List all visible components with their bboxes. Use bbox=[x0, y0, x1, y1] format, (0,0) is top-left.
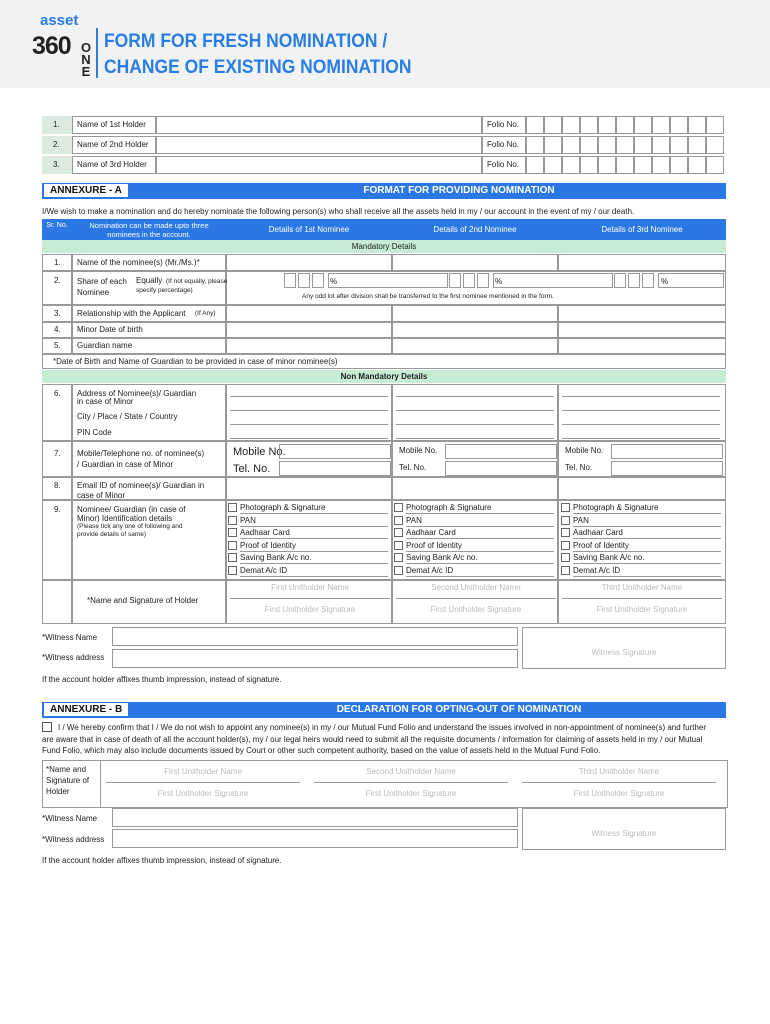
address-line bbox=[562, 424, 720, 425]
pin-label: PIN Code bbox=[77, 428, 112, 437]
mandatory-details: Mandatory Details bbox=[42, 240, 726, 253]
address-line bbox=[396, 438, 554, 439]
holder-name-field[interactable] bbox=[156, 136, 482, 154]
id-note: (Please tick any one of following and bbox=[77, 523, 183, 530]
brand-logo: asset 360 O N E bbox=[32, 12, 92, 79]
address-line bbox=[230, 438, 388, 439]
folio-digit-box[interactable] bbox=[526, 116, 544, 134]
id-option[interactable]: Aadhaar Card bbox=[394, 528, 456, 537]
id-option[interactable]: Proof of Identity bbox=[228, 541, 296, 550]
email-label: Email ID of nominee(s)/ Guardian in bbox=[77, 481, 205, 490]
folio-digit-box[interactable] bbox=[598, 136, 616, 154]
checkbox-icon[interactable] bbox=[561, 503, 570, 512]
checkbox-icon[interactable] bbox=[394, 553, 403, 562]
tel-field[interactable] bbox=[611, 461, 723, 476]
folio-digit-box[interactable] bbox=[652, 156, 670, 174]
folio-digit-box[interactable] bbox=[544, 136, 562, 154]
id-option[interactable]: Saving Bank A/c no. bbox=[228, 553, 312, 562]
folio-digit-box[interactable] bbox=[526, 156, 544, 174]
relationship-note: (If Any) bbox=[195, 310, 216, 317]
share-digit-box[interactable] bbox=[628, 273, 640, 288]
id-option[interactable]: Photograph & Signature bbox=[561, 503, 658, 512]
share-percent-field[interactable] bbox=[493, 273, 613, 288]
address-line bbox=[230, 396, 388, 397]
id-option[interactable]: PAN bbox=[394, 516, 422, 525]
row-num: 9. bbox=[54, 505, 61, 514]
id-option[interactable]: Photograph & Signature bbox=[394, 503, 491, 512]
id-option[interactable]: Proof of Identity bbox=[394, 541, 462, 550]
unitholder-name-placeholder: Second Unitholder Name bbox=[366, 767, 456, 776]
unitholder-name-placeholder: Second Unitholder Name bbox=[431, 583, 521, 592]
id-option[interactable]: Demat A/c ID bbox=[561, 566, 620, 575]
checkbox-icon[interactable] bbox=[561, 516, 570, 525]
checkbox-icon[interactable] bbox=[394, 516, 403, 525]
witness-address-label: *Witness address bbox=[42, 653, 105, 662]
mobile-label: / Guardian in case of Minor bbox=[77, 460, 174, 469]
logo-one: O N E bbox=[80, 40, 92, 79]
row-num: 6. bbox=[54, 389, 61, 398]
col-sr: Sr. No. bbox=[42, 219, 72, 240]
tel-no-label: Tel. No. bbox=[565, 463, 593, 472]
row-num: 7. bbox=[54, 449, 61, 458]
share-digit-box[interactable] bbox=[449, 273, 461, 288]
minor-dob-label: Minor Date of birth bbox=[77, 325, 143, 334]
witness-name-field[interactable] bbox=[112, 627, 518, 646]
folio-digit-box[interactable] bbox=[634, 156, 652, 174]
percent-sign: % bbox=[495, 277, 503, 286]
folio-digit-box[interactable] bbox=[616, 116, 634, 134]
nomination-intro: I/We wish to make a nomination and do hereby nominate the following person(s) who shall receive all the assets held in my / our account in the event of my / our death. bbox=[42, 207, 635, 216]
checkbox-icon[interactable] bbox=[394, 503, 403, 512]
checkbox-icon[interactable] bbox=[394, 528, 403, 537]
address-line bbox=[230, 424, 388, 425]
share-digit-box[interactable] bbox=[463, 273, 475, 288]
relationship-label: Relationship with the Applicant bbox=[77, 309, 186, 318]
col-nominee-3: Details of 3rd Nominee bbox=[558, 219, 726, 240]
checkbox-icon[interactable] bbox=[228, 541, 237, 550]
share-digit-box[interactable] bbox=[642, 273, 654, 288]
folio-digit-box[interactable] bbox=[688, 136, 706, 154]
nominee-2-field[interactable] bbox=[392, 305, 558, 322]
tel-no-label: Tel. No. bbox=[399, 463, 427, 472]
folio-digit-box[interactable] bbox=[706, 156, 724, 174]
unitholder-signature-placeholder: First Unitholder Signature bbox=[430, 605, 522, 614]
mobile-field[interactable] bbox=[279, 444, 391, 459]
row-num: 2. bbox=[54, 276, 61, 285]
holder-num: 3. bbox=[53, 160, 60, 169]
annexure-a-header: ANNEXURE - A FORMAT FOR PROVIDING NOMINATION bbox=[42, 183, 726, 199]
checkbox-icon[interactable] bbox=[561, 541, 570, 550]
checkbox-icon[interactable] bbox=[394, 566, 403, 575]
share-digit-box[interactable] bbox=[312, 273, 324, 288]
holder-label: Name of 1st Holder bbox=[77, 120, 146, 129]
id-option[interactable]: PAN bbox=[561, 516, 589, 525]
nominee-name-label: Name of the nominee(s) (Mr./Ms.)* bbox=[77, 258, 200, 267]
folio-digit-box[interactable] bbox=[544, 116, 562, 134]
id-label: Nominee/ Guardian (in case of bbox=[77, 505, 186, 514]
address-line bbox=[562, 410, 720, 411]
witness-name-label: *Witness Name bbox=[42, 633, 98, 642]
mobile-no-label: Mobile No. bbox=[399, 446, 438, 455]
nominee-1-field[interactable] bbox=[226, 477, 392, 500]
holder-signature-label: *Name and Signature of Holder bbox=[87, 596, 199, 605]
guardian-name-label: Guardian name bbox=[77, 341, 133, 350]
id-option[interactable]: PAN bbox=[228, 516, 256, 525]
holder-num: 2. bbox=[53, 140, 60, 149]
odd-lot-note: Any odd lot after division shall be transferred to the first nominee mentioned in the form. bbox=[302, 293, 554, 300]
checkbox-icon[interactable] bbox=[561, 553, 570, 562]
percent-sign: % bbox=[330, 277, 338, 286]
nominee-3-field[interactable] bbox=[558, 305, 726, 322]
share-digit-box[interactable] bbox=[298, 273, 310, 288]
nominee-2-field[interactable] bbox=[392, 254, 558, 271]
unitholder-signature-placeholder: First Unitholder Signature bbox=[573, 789, 665, 798]
address-line bbox=[396, 410, 554, 411]
nominee-2-field[interactable] bbox=[392, 384, 558, 441]
nominee-2-field[interactable] bbox=[392, 338, 558, 354]
percent-sign: % bbox=[661, 277, 669, 286]
address-label: in case of Minor bbox=[77, 397, 134, 406]
address-line bbox=[230, 410, 388, 411]
mobile-field[interactable] bbox=[445, 444, 557, 459]
thumb-note: If the account holder affixes thumb impression, instead of signature. bbox=[42, 675, 282, 684]
folio-digit-box[interactable] bbox=[670, 116, 688, 134]
id-option[interactable]: Saving Bank A/c no. bbox=[394, 553, 478, 562]
annexure-b-header: ANNEXURE - B DECLARATION FOR OPTING-OUT OF NOMINATION bbox=[42, 702, 726, 718]
row-num: 1. bbox=[54, 258, 61, 267]
folio-digit-box[interactable] bbox=[616, 136, 634, 154]
nominee-3-field[interactable] bbox=[558, 384, 726, 441]
folio-digit-box[interactable] bbox=[706, 136, 724, 154]
unitholder-name-placeholder: First Unitholder Name bbox=[271, 583, 349, 592]
row-num: 8. bbox=[54, 481, 61, 490]
id-option[interactable]: Photograph & Signature bbox=[228, 503, 325, 512]
header-divider bbox=[96, 28, 98, 78]
opt-out-thumb-note: If the account holder affixes thumb impression, instead of signature. bbox=[42, 856, 282, 865]
unitholder-signature-placeholder: First Unitholder Signature bbox=[264, 605, 356, 614]
equally-label: Equally bbox=[136, 276, 163, 285]
id-option[interactable]: Saving Bank A/c no. bbox=[561, 553, 645, 562]
col-nominee-2: Details of 2nd Nominee bbox=[392, 219, 558, 240]
folio-digit-box[interactable] bbox=[562, 116, 580, 134]
nominee-1-field[interactable] bbox=[226, 305, 392, 322]
mobile-field[interactable] bbox=[611, 444, 723, 459]
row-num: 5. bbox=[54, 341, 61, 350]
col-nominee-1: Details of 1st Nominee bbox=[226, 219, 392, 240]
tel-no-label: Tel. No. bbox=[233, 463, 271, 475]
folio-label: Folio No. bbox=[487, 140, 520, 149]
equally-note: (If not equally, please specify percentage) bbox=[136, 278, 228, 294]
opt-out-witness-signature-field[interactable]: Witness Signature bbox=[522, 808, 726, 850]
id-option[interactable]: Aadhaar Card bbox=[228, 528, 290, 537]
address-line bbox=[396, 396, 554, 397]
mobile-no-label: Mobile No. bbox=[565, 446, 604, 455]
holder-num: 1. bbox=[53, 120, 60, 129]
opt-out-checkbox[interactable] bbox=[42, 722, 52, 732]
header bbox=[0, 0, 770, 88]
folio-digit-box[interactable] bbox=[616, 156, 634, 174]
checkbox-icon[interactable] bbox=[228, 553, 237, 562]
address-label: Address of Nominee(s)/ Guardian bbox=[77, 389, 197, 398]
tel-field[interactable] bbox=[445, 461, 557, 476]
folio-digit-box[interactable] bbox=[580, 136, 598, 154]
folio-digit-box[interactable] bbox=[598, 156, 616, 174]
opt-out-witness-name-field[interactable] bbox=[112, 808, 518, 827]
nominee-3-field[interactable] bbox=[558, 338, 726, 354]
holder-label: Name of 2nd Holder bbox=[77, 140, 149, 149]
witness-address-field[interactable] bbox=[112, 649, 518, 668]
mobile-label: Mobile/Telephone no. of nominee(s) bbox=[77, 449, 205, 458]
unitholder-signature-placeholder: First Unitholder Signature bbox=[157, 789, 249, 798]
nominee-3-field[interactable] bbox=[558, 477, 726, 500]
holder-name-field[interactable] bbox=[156, 156, 482, 174]
folio-digit-box[interactable] bbox=[544, 156, 562, 174]
page-title: FORM FOR FRESH NOMINATION / CHANGE OF EXISTING NOMINATION bbox=[104, 31, 412, 78]
folio-digit-box[interactable] bbox=[634, 136, 652, 154]
unitholder-name-placeholder: Third Unitholder Name bbox=[578, 767, 660, 776]
email-label: case of Minor bbox=[77, 491, 126, 500]
folio-digit-box[interactable] bbox=[562, 136, 580, 154]
checkbox-icon[interactable] bbox=[228, 566, 237, 575]
folio-digit-box[interactable] bbox=[598, 116, 616, 134]
id-option[interactable]: Demat A/c ID bbox=[228, 566, 287, 575]
checkbox-icon[interactable] bbox=[561, 566, 570, 575]
address-line bbox=[562, 438, 720, 439]
mobile-no-label: Mobile No. bbox=[233, 446, 286, 458]
witness-signature-field[interactable]: Witness Signature bbox=[522, 627, 726, 669]
checkbox-icon[interactable] bbox=[394, 541, 403, 550]
nominee-2-field[interactable] bbox=[392, 477, 558, 500]
non-mandatory-details: Non Mandatory Details bbox=[42, 370, 726, 383]
folio-label: Folio No. bbox=[487, 120, 520, 129]
minor-note: *Date of Birth and Name of Guardian to be provided in case of minor nominee(s) bbox=[53, 357, 338, 366]
folio-label: Folio No. bbox=[487, 160, 520, 169]
share-digit-box[interactable] bbox=[284, 273, 296, 288]
nominee-3-field[interactable] bbox=[558, 322, 726, 338]
holder-label: Name of 3rd Holder bbox=[77, 160, 147, 169]
unitholder-name-placeholder: Third Unitholder Name bbox=[601, 583, 683, 592]
nominee-1-field[interactable] bbox=[226, 384, 392, 441]
checkbox-icon[interactable] bbox=[228, 516, 237, 525]
folio-digit-box[interactable] bbox=[670, 156, 688, 174]
id-option[interactable]: Proof of Identity bbox=[561, 541, 629, 550]
id-option[interactable]: Demat A/c ID bbox=[394, 566, 453, 575]
id-option[interactable]: Aadhaar Card bbox=[561, 528, 623, 537]
folio-digit-box[interactable] bbox=[634, 116, 652, 134]
id-note: provide details of same) bbox=[77, 531, 147, 538]
folio-digit-box[interactable] bbox=[706, 116, 724, 134]
folio-digit-box[interactable] bbox=[688, 156, 706, 174]
nominee-3-field[interactable] bbox=[558, 254, 726, 271]
address-line bbox=[396, 424, 554, 425]
folio-digit-box[interactable] bbox=[580, 116, 598, 134]
folio-digit-box[interactable] bbox=[652, 136, 670, 154]
folio-digit-box[interactable] bbox=[652, 116, 670, 134]
holder-name-field[interactable] bbox=[156, 116, 482, 134]
row-num: 4. bbox=[54, 325, 61, 334]
folio-digit-box[interactable] bbox=[688, 116, 706, 134]
folio-digit-box[interactable] bbox=[580, 156, 598, 174]
address-line bbox=[562, 396, 720, 397]
share-digit-box[interactable] bbox=[614, 273, 626, 288]
unitholder-signature-placeholder: First Unitholder Signature bbox=[365, 789, 457, 798]
share-label: Share of each Nominee bbox=[77, 277, 127, 297]
nominee-1-field[interactable] bbox=[226, 254, 392, 271]
unitholder-name-placeholder: First Unitholder Name bbox=[164, 767, 242, 776]
folio-digit-box[interactable] bbox=[526, 136, 544, 154]
col-info: Nomination can be made upto three nominees in the account. bbox=[72, 219, 226, 240]
checkbox-icon[interactable] bbox=[228, 528, 237, 537]
opt-out-witness-address-field[interactable] bbox=[112, 829, 518, 848]
checkbox-icon[interactable] bbox=[561, 528, 570, 537]
unitholder-signature-placeholder: First Unitholder Signature bbox=[596, 605, 688, 614]
share-percent-field[interactable] bbox=[328, 273, 448, 288]
row-num: 3. bbox=[54, 309, 61, 318]
nominee-1-field[interactable] bbox=[226, 322, 392, 338]
nominee-2-field[interactable] bbox=[392, 322, 558, 338]
city-label: City / Place / State / Country bbox=[77, 412, 178, 421]
folio-digit-box[interactable] bbox=[562, 156, 580, 174]
id-label: Minor) Identification details bbox=[77, 514, 173, 523]
nominee-1-field[interactable] bbox=[226, 338, 392, 354]
checkbox-icon[interactable] bbox=[228, 503, 237, 512]
share-digit-box[interactable] bbox=[477, 273, 489, 288]
folio-digit-box[interactable] bbox=[670, 136, 688, 154]
tel-field[interactable] bbox=[279, 461, 391, 476]
